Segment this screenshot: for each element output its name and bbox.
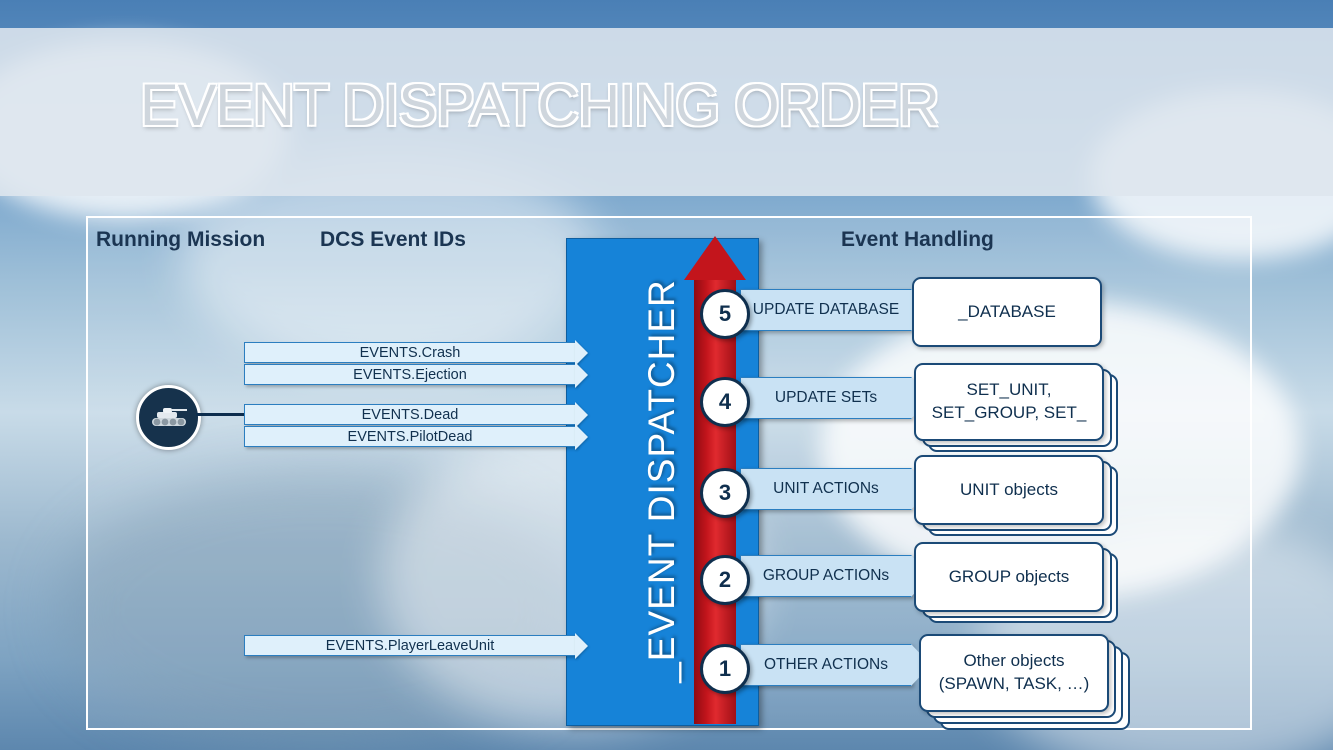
- step-action-banner: [740, 377, 912, 419]
- step-action-label: UPDATE SETs: [774, 389, 878, 406]
- event-banner: [244, 404, 576, 425]
- step-number-badge: 3: [700, 468, 750, 518]
- step-action-banner: [740, 289, 912, 331]
- event-banner: [244, 364, 576, 385]
- step-target-card: [919, 634, 1109, 712]
- event-label: EVENTS.Crash: [359, 344, 461, 361]
- step-number-badge: 5: [700, 289, 750, 339]
- step-target-label: UNIT objects: [960, 479, 1058, 499]
- event-banner: [244, 342, 576, 363]
- header-event-handling: Event Handling: [841, 228, 994, 251]
- header-dcs-event-ids: DCS Event IDs: [320, 228, 466, 251]
- step-action-label: OTHER ACTIONs: [763, 656, 888, 673]
- armored-vehicle-icon: [136, 385, 201, 450]
- page-title: EVENT DISPATCHING ORDER: [140, 73, 939, 138]
- step-target-card: [914, 455, 1104, 525]
- step-target-card: [912, 277, 1102, 347]
- step-number-badge: 4: [700, 377, 750, 427]
- event-label: EVENTS.PilotDead: [347, 428, 473, 445]
- source-connector-arrow: [196, 413, 244, 416]
- event-banner: [244, 635, 576, 656]
- event-dispatcher-label: _EVENT DISPATCHER: [640, 279, 682, 683]
- step-action-banner: [740, 555, 912, 597]
- step-target-card: [914, 363, 1104, 441]
- event-label: EVENTS.Dead: [361, 406, 459, 423]
- header-running-mission: Running Mission: [96, 228, 266, 251]
- step-action-label: UNIT ACTIONs: [773, 480, 879, 497]
- step-number-badge: 1: [700, 644, 750, 694]
- step-action-banner: [740, 644, 912, 686]
- step-number-badge: 2: [700, 555, 750, 605]
- step-target-label: GROUP objects: [948, 566, 1070, 586]
- event-banner: [244, 426, 576, 447]
- step-target-label: _DATABASE: [958, 301, 1056, 321]
- step-target-label: Other objects (SPAWN, TASK, …): [938, 651, 1090, 693]
- step-target-label: SET_UNIT, SET_GROUP, SET_: [931, 380, 1087, 422]
- event-label: EVENTS.PlayerLeaveUnit: [325, 637, 495, 654]
- event-label: EVENTS.Ejection: [353, 366, 467, 383]
- step-action-label: UPDATE DATABASE: [752, 301, 900, 318]
- step-action-banner: [740, 468, 912, 510]
- step-action-label: GROUP ACTIONs: [762, 567, 890, 584]
- step-target-card: [914, 542, 1104, 612]
